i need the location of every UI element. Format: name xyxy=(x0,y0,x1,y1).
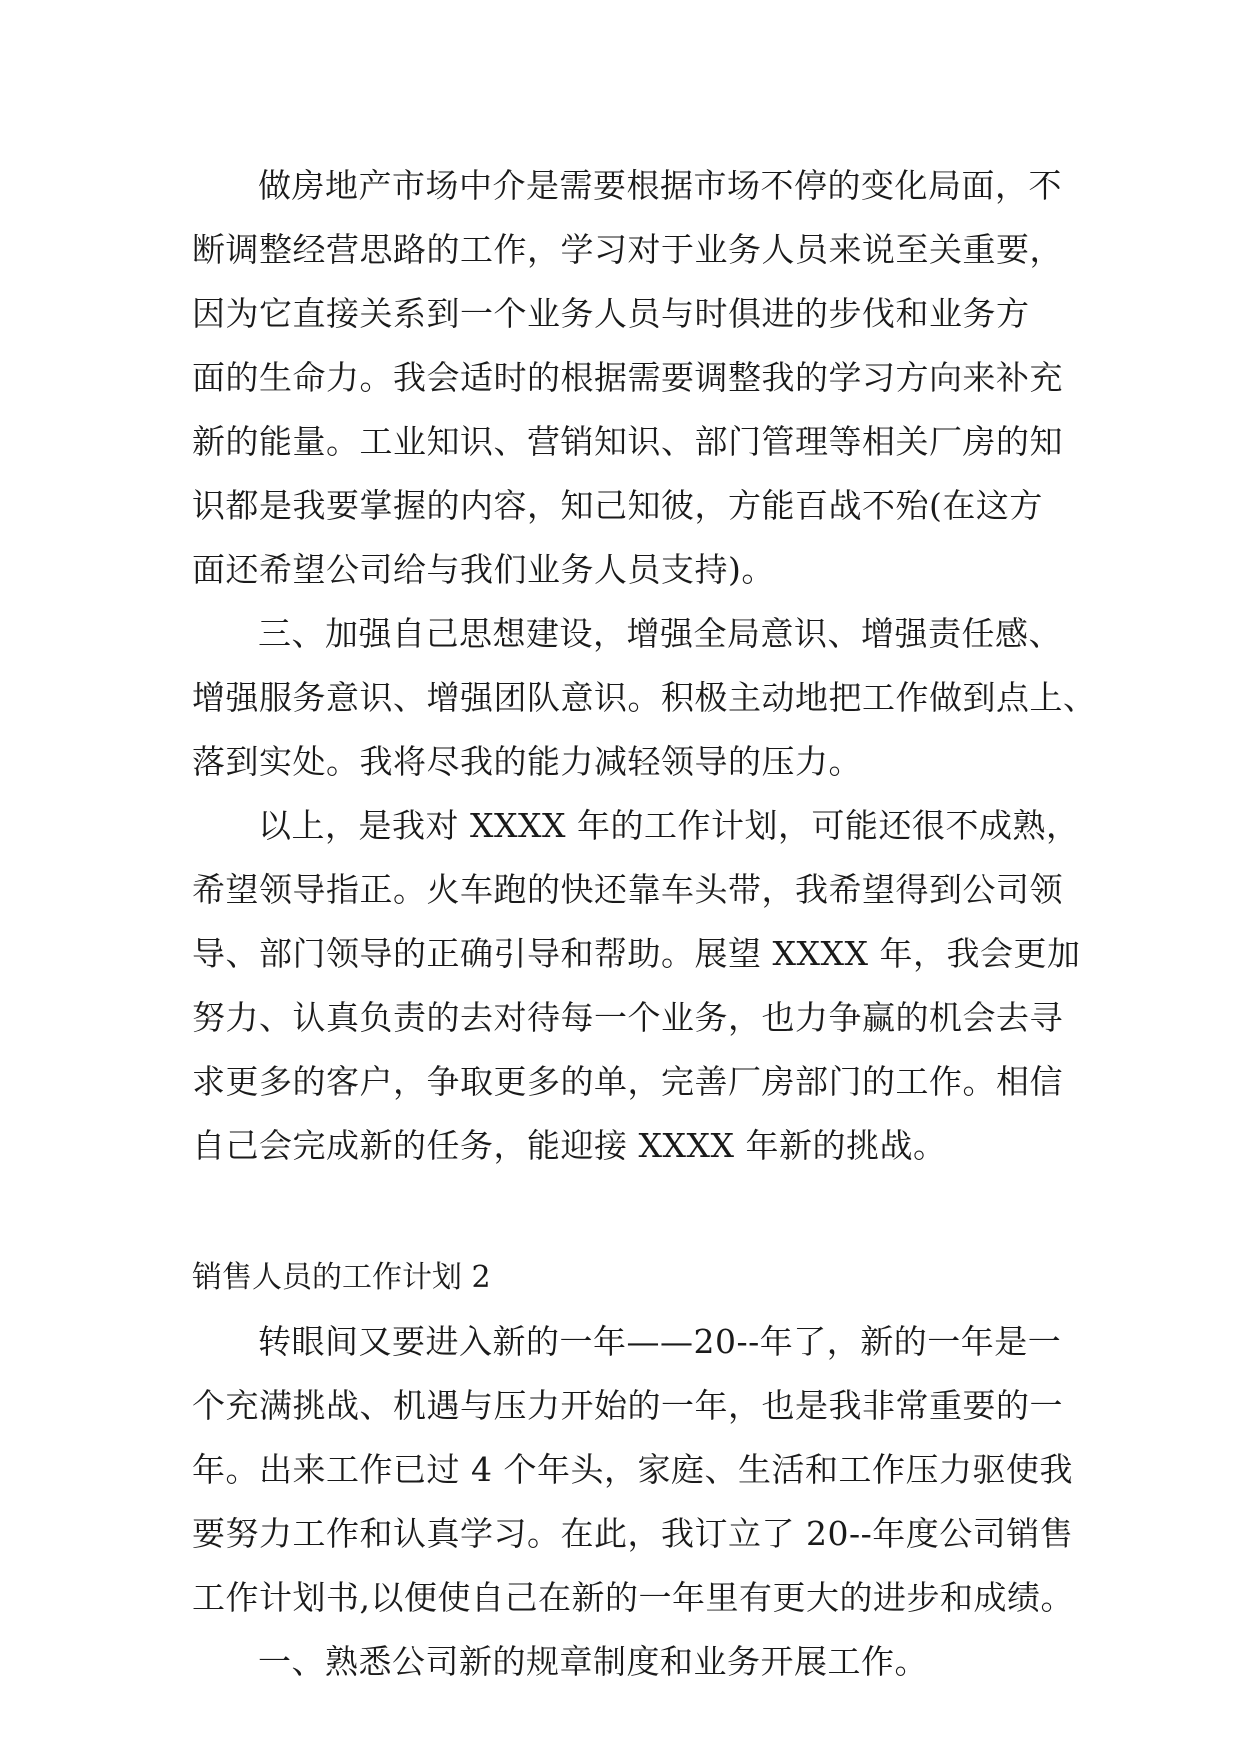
section-spacer xyxy=(192,1178,1052,1246)
text-line: 工作计划书,以便使自己在新的一年里有更大的进步和成绩。 xyxy=(192,1578,1074,1617)
text-line: 年。出来工作已过 4 个年头，家庭、生活和工作压力驱使我 xyxy=(192,1450,1073,1489)
document-body xyxy=(192,154,1097,1694)
paragraph-rules xyxy=(192,1630,1052,1694)
text-line: 求更多的客户，争取更多的单，完善厂房部门的工作。相信 xyxy=(192,1062,1063,1101)
text-line: 以上，是我对 XXXX 年的工作计划，可能还很不成熟， xyxy=(258,806,1080,845)
text-line: 新的能量。工业知识、营销知识、部门管理等相关厂房的知 xyxy=(192,422,1063,461)
text-line: 做房地产市场中介是需要根据市场不停的变化局面，不 xyxy=(258,166,1062,205)
text-line: 落到实处。我将尽我的能力减轻领导的压力。 xyxy=(192,742,862,781)
text-line: 个充满挑战、机遇与压力开始的一年，也是我非常重要的一 xyxy=(192,1386,1063,1425)
text-line: 断调整经营思路的工作，学习对于业务人员来说至关重要， xyxy=(192,230,1063,269)
text-line: 希望领导指正。火车跑的快还靠车头带，我希望得到公司领 xyxy=(192,870,1063,909)
section-heading: 销售人员的工作计划 2 xyxy=(192,1260,491,1295)
paragraph-new-year xyxy=(192,1310,1074,1630)
text-line: 努力、认真负责的去对待每一个业务，也力争赢的机会去寻 xyxy=(192,998,1063,1037)
text-line: 因为它直接关系到一个业务人员与时俱进的步伐和业务方 xyxy=(192,294,1030,333)
text-line: 增强服务意识、增强团队意识。积极主动地把工作做到点上、 xyxy=(192,678,1097,717)
text-line: 面的生命力。我会适时的根据需要调整我的学习方向来补充 xyxy=(192,358,1063,397)
paragraph-conclusion xyxy=(192,794,1081,1178)
text-line: 三、加强自己思想建设，增强全局意识、增强责任感、 xyxy=(258,614,1062,653)
text-line: 导、部门领导的正确引导和帮助。展望 XXXX 年，我会更加 xyxy=(192,934,1081,973)
text-line: 要努力工作和认真学习。在此，我订立了 20--年度公司销售 xyxy=(192,1514,1074,1553)
text-line: 转眼间又要进入新的一年——20--年了，新的一年是一 xyxy=(258,1322,1062,1361)
text-line: 一、熟悉公司新的规章制度和业务开展工作。 xyxy=(258,1642,928,1681)
text-line: 自己会完成新的任务，能迎接 XXXX 年新的挑战。 xyxy=(192,1126,947,1165)
text-line: 面还希望公司给与我们业务人员支持)。 xyxy=(192,550,775,589)
text-line: 识都是我要掌握的内容，知己知彼，方能百战不殆(在这方 xyxy=(192,486,1043,525)
paragraph-ideology xyxy=(192,602,1097,794)
paragraph-study xyxy=(192,154,1063,602)
